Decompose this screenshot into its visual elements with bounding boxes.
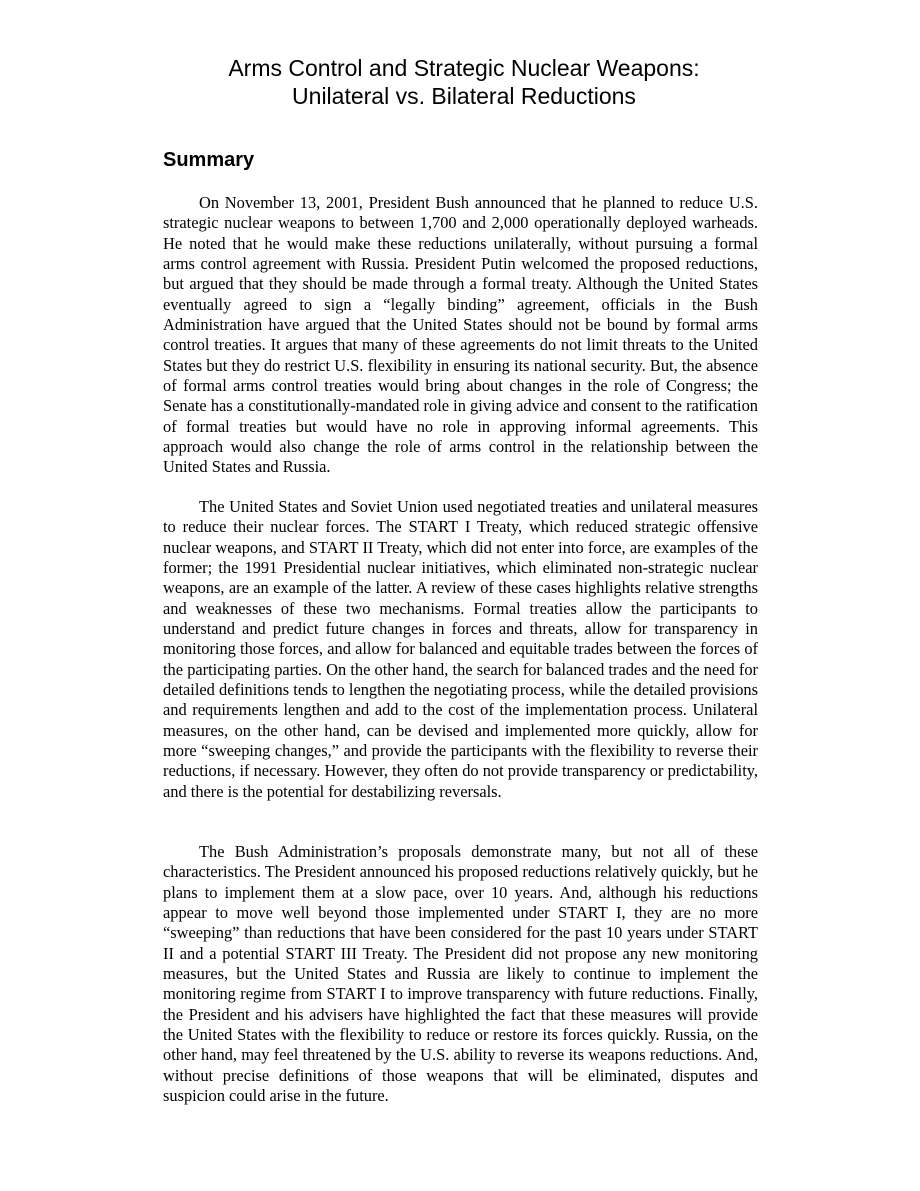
summary-paragraph-2: The United States and Soviet Union used negotiated treaties and unilateral measures to reduce their nuclear forces. The START I Treaty, which reduced strategic offensive nuclear weapons, and START II Treaty, which did not enter into force, are examples of the former; the 1991 Presidential nuclear initiatives, which eliminated non-strategic nuclear weapons, are an example of the latter. A review of these cases highlights relative strengths and weaknesses of these two mechanisms. Formal treaties allow the participants to understand and predict future changes in forces and threats, allow for transparency in monitoring those forces, and allow for balanced and equitable trades between the forces of the participating parties. On the other hand, the search for balanced trades and the need for detailed definitions tends to lengthen the negotiating process, while the detailed provisions and requirements lengthen and add to the cost of the implementation process. Unilateral measures, on the other hand, can be devised and implemented more quickly, allow for more “sweeping changes,” and provide the participants with the flexibility to reverse their reductions, if necessary. However, they often do not provide transparency or predictability, and there is the potential for destabilizing reversals. — [163, 497, 758, 801]
section-heading-summary: Summary — [163, 149, 255, 171]
summary-paragraph-1: On November 13, 2001, President Bush announced that he planned to reduce U.S. strategic nuclear weapons to between 1,700 and 2,000 operationally deployed warheads. He noted that he would make these reductions unilaterally, without pursuing a formal arms control agreement with Russia. President Putin welcomed the proposed reductions, but argued that they should be made through a formal treaty. Although the United States eventually agreed to sign a “legally binding” agreement, officials in the Bush Administration have argued that the United States should not be bound by formal arms control treaties. It argues that many of these agreements do not limit threats to the United States but they do restrict U.S. flexibility in ensuring its national security. But, the absence of formal arms control treaties would bring about changes in the role of Congress; the Senate has a constitutionally-mandated role in giving advice and consent to the ratification of formal treaties but would have no role in approving informal agreements. This approach would also change the role of arms control in the relationship between the United States and Russia. — [163, 193, 758, 477]
summary-paragraph-3: The Bush Administration’s proposals demonstrate many, but not all of these characteristics. The President announced his proposed reductions relatively quickly, but he plans to implement them at a slow pace, over 10 years. And, although his reductions appear to move well beyond those implemented under START I, they are no more “sweeping” than reductions that have been considered for the past 10 years under START II and a potential START III Treaty. The President did not propose any new monitoring measures, but the United States and Russia are likely to continue to implement the monitoring regime from START I to improve transparency with future reductions. Finally, the President and his advisers have highlighted the fact that these measures will provide the United States with the flexibility to reduce or restore its forces quickly. Russia, on the other hand, may feel threatened by the U.S. ability to reverse its weapons reductions. And, without precise definitions of those weapons that will be eliminated, disputes and suspicion could arise in the future. — [163, 842, 758, 1106]
title-line-1: Arms Control and Strategic Nuclear Weapons: — [228, 55, 700, 81]
document-title — [0, 54, 920, 110]
title-line-2: Unilateral vs. Bilateral Reductions — [292, 83, 636, 109]
